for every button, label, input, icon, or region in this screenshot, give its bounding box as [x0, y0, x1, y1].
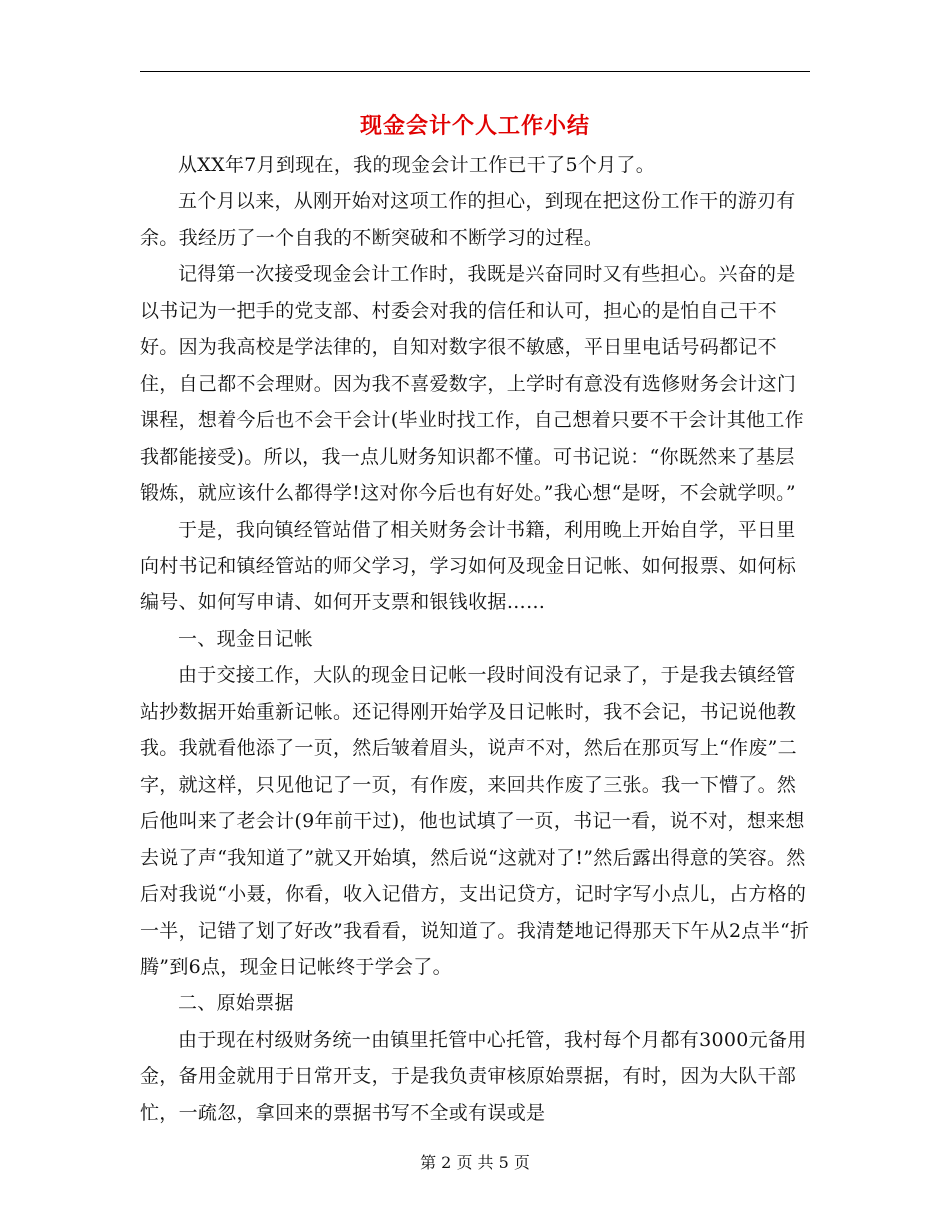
paragraph-self-study: 于是，我向镇经管站借了相关财务会计书籍，利用晚上开始自学，平日里向村书记和镇经管站的师父学习，学习如何及现金日记帐、如何报票、如何标编号、如何写申请、如何开支票和银钱收据…… — [140, 518, 797, 614]
paragraph-first-time: 记得第一次接受现金会计工作时，我既是兴奋同时又有些担心。兴奋的是以书记为一把手的党支部、村委会对我的信任和认可，担心的是怕自己干不好。因为我高校是学法律的，自知对数字很不敏感，平日里电话号码都记不住，自己都不会理财。因为我不喜爱数字，上学时有意没有选修财务会计这门课程，想着今后也不会干会计(毕业时找工作，自己想着只要不干会计其他工作我都能接受)。所以，我一点儿财务知识都不懂。可书记说：“你既然来了基层锻炼，就应该什么都得学!这对你今后也有好处。”我心想“是呀，不会就学呗。” — [140, 263, 804, 505]
paragraph-intro: 从XX年7月到现在，我的现金会计工作已干了5个月了。 — [178, 154, 656, 176]
section-heading-original-receipts: 二、原始票据 — [178, 992, 294, 1015]
paragraph-cash-journal: 由于交接工作，大队的现金日记帐一段时间没有记录了，于是我去镇经管站抄数据开始重新记帐。还记得刚开始学及日记帐时，我不会记，书记说他教我。我就看他添了一页，然后皱着眉头，说声不对，然后在那页写上“作废”二字，就这样，只见他记了一页，有作废，来回共作废了三张。我一下懵了。然后他叫来了老会计(9年前干过)，他也试填了一页，书记一看，说不对，想来想去说了声“我知道了”就又开始填，然后说“这就对了!”然后露出得意的笑容。然后对我说“小聂，你看，收入记借方，支出记贷方，记时字写小点儿，占方格的一半，记错了划了好改”我看看，说知道了。我清楚地记得那天下午从2点半“折腾”到6点，现金日记帐终于学会了。 — [140, 664, 810, 978]
header-rule — [140, 71, 810, 72]
document-body — [140, 147, 810, 1131]
paragraph-original-receipts: 由于现在村级财务统一由镇里托管中心托管，我村每个月都有3000元备用金，备用金就用于日常开支，于是我负责审核原始票据，有时，因为大队干部忙，一疏忽，拿回来的票据书写不全或有误或是 — [140, 1028, 807, 1124]
document-title: 现金会计个人工作小结 — [359, 113, 590, 139]
page-number-footer: 第 2 页 共 5 页 — [420, 1153, 530, 1172]
paragraph-five-months: 五个月以来，从刚开始对这项工作的担心，到现在把这份工作干的游刃有余。我经历了一个自我的不断突破和不断学习的过程。 — [140, 190, 796, 249]
section-heading-cash-journal: 一、现金日记帐 — [178, 627, 314, 650]
